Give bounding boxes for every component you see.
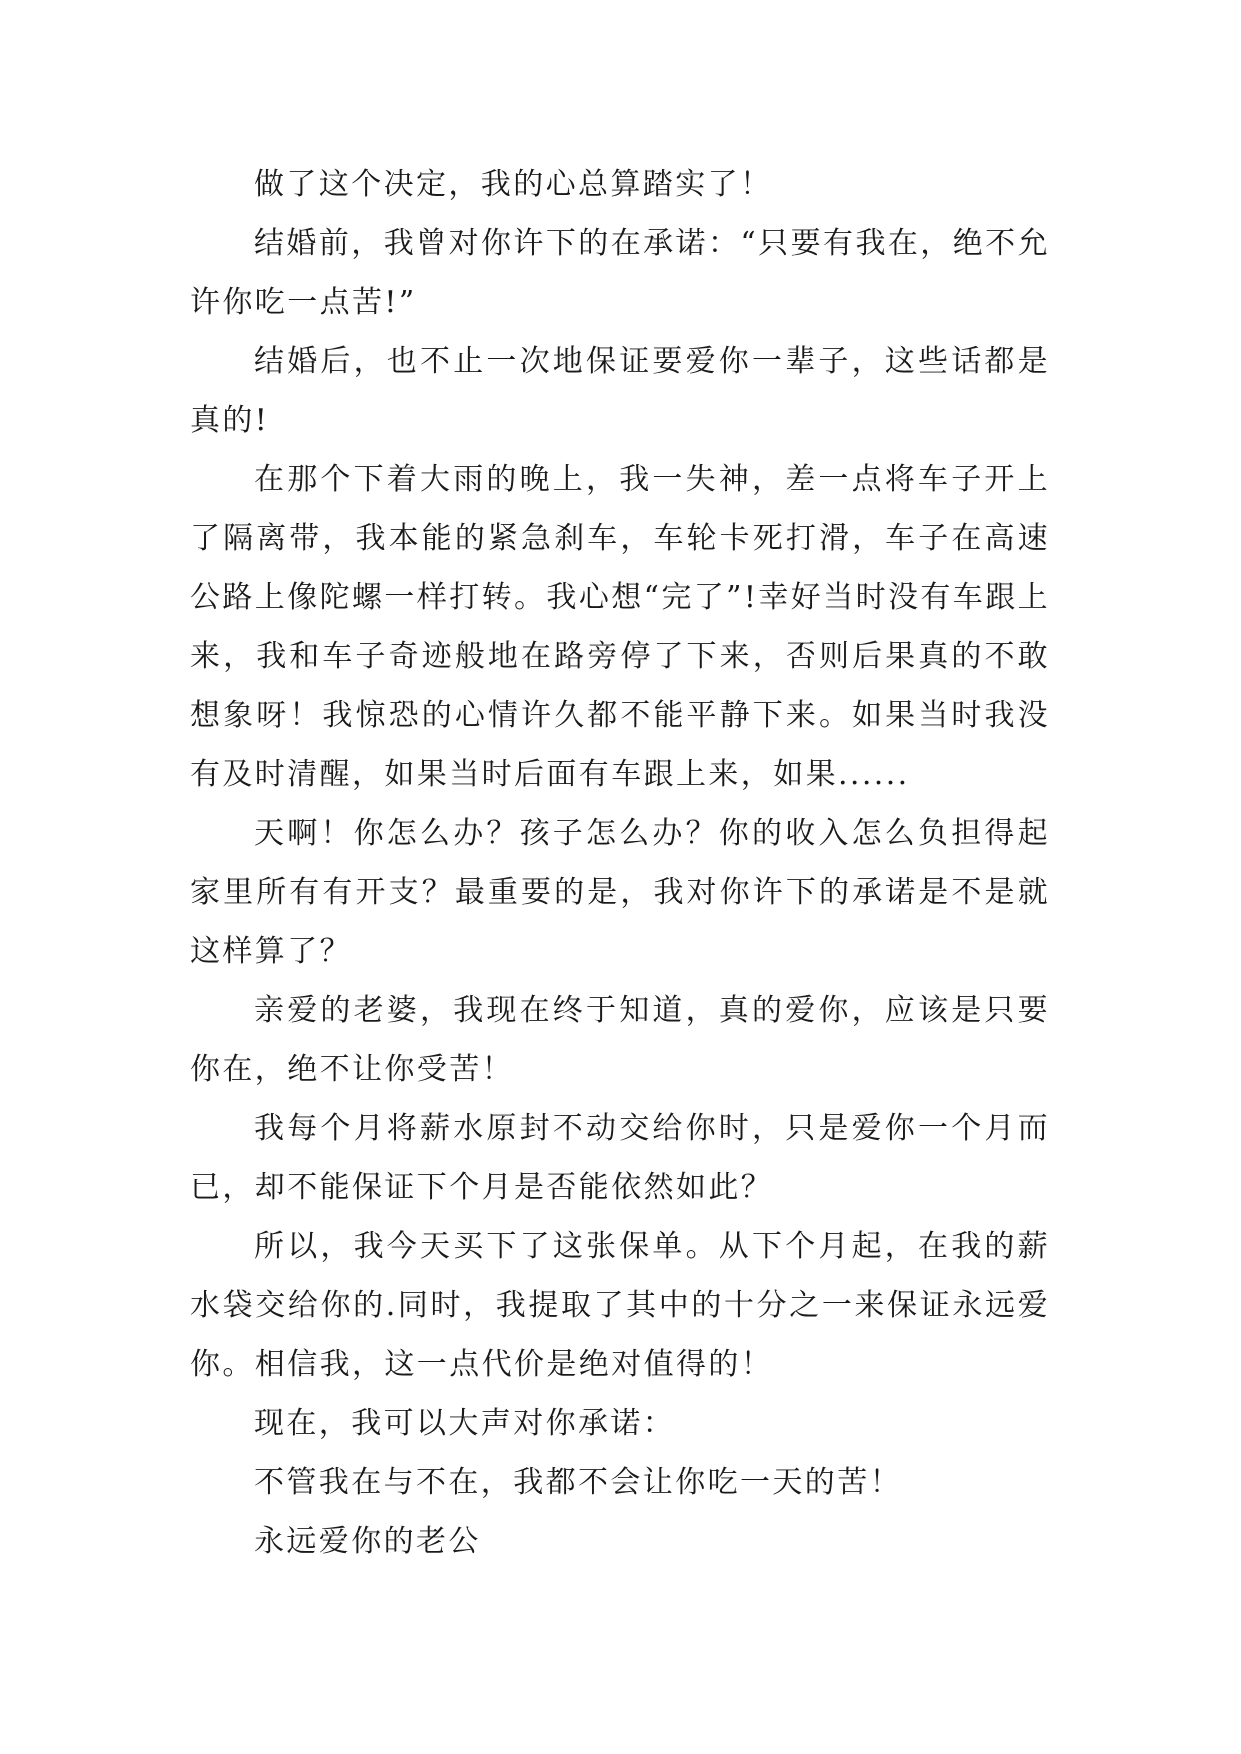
paragraph-6: 亲爱的老婆，我现在终于知道，真的爱你，应该是只要你在，绝不让你受苦！ — [190, 993, 1050, 1087]
paragraph-1: 做了这个决定，我的心总算踏实了！ — [254, 167, 773, 202]
paragraph-7: 我每个月将薪水原封不动交给你时，只是爱你一个月而已，却不能保证下个月是否能依然如此？ — [190, 1111, 1050, 1205]
signature-line: 永远爱你的老公 — [254, 1524, 481, 1559]
document-body — [190, 155, 1050, 1571]
paragraph-2: 结婚前，我曾对你许下的在承诺：“只要有我在，绝不允许你吃一点苦!” — [190, 226, 1050, 320]
paragraph-8: 所以，我今天买下了这张保单。从下个月起，在我的薪水袋交给你的.同时，我提取了其中的十分之一来保证永远爱你。相信我，这一点代价是绝对值得的！ — [190, 1229, 1050, 1382]
paragraph-5: 天啊！你怎么办？孩子怎么办？你的收入怎么负担得起家里所有有开支？最重要的是，我对你许下的承诺是不是就这样算了？ — [190, 816, 1050, 969]
paragraph-10: 不管我在与不在，我都不会让你吃一天的苦！ — [254, 1465, 902, 1500]
paragraph-4: 在那个下着大雨的晚上，我一失神，差一点将车子开上了隔离带，我本能的紧急刹车，车轮卡死打滑，车子在高速公路上像陀螺一样打转。我心想“完了”!幸好当时没有车跟上来，我和车子奇迹般地在路旁停了下来，否则后果真的不敢想象呀！我惊恐的心情许久都不能平静下来。如果当时我没有及时清醒，如果当时后面有车跟上来，如果...... — [190, 462, 1050, 792]
paragraph-9: 现在，我可以大声对你承诺： — [254, 1406, 676, 1441]
paragraph-3: 结婚后，也不止一次地保证要爱你一辈子，这些话都是真的! — [190, 344, 1050, 438]
